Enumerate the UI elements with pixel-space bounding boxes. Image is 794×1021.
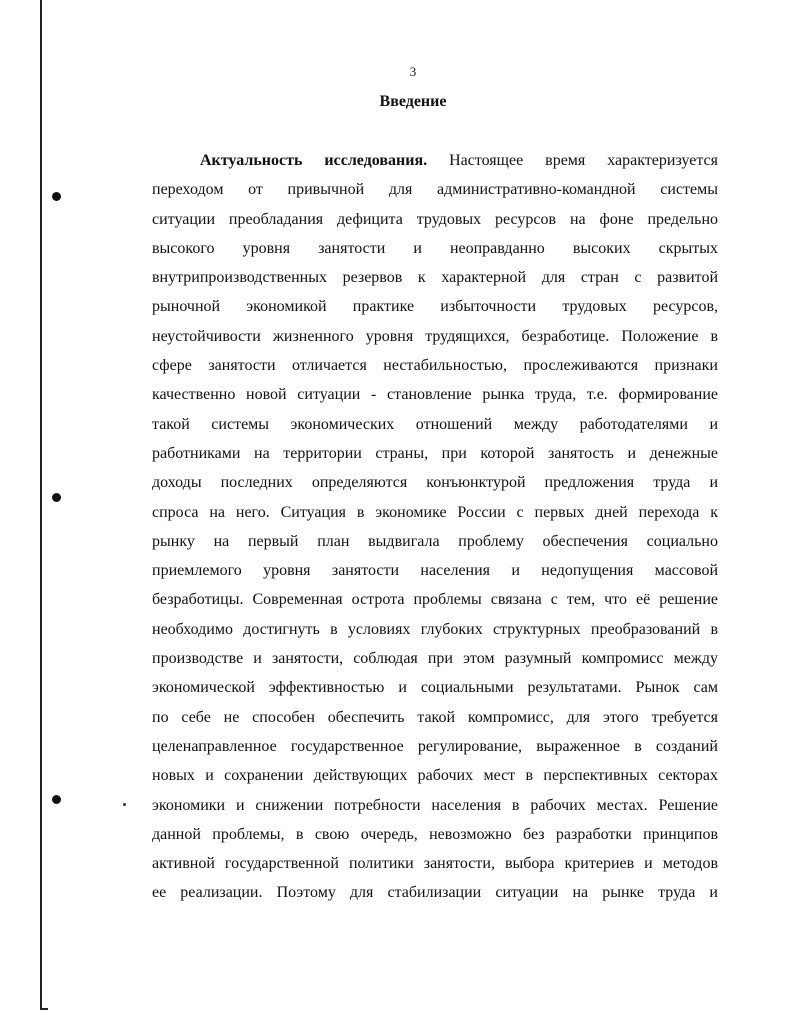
paragraph-line: ситуации преобладания дефицита трудовых ресурсов на фоне предельно	[152, 210, 718, 228]
paragraph-line: экономики и снижении потребности населения в рабочих местах. Решение	[152, 796, 718, 814]
paragraph-line: работниками на территории страны, при которой занятость и денежные	[152, 444, 718, 462]
paragraph-line: такой системы экономических отношений между работодателями и	[152, 415, 718, 433]
paragraph-line: доходы последних определяются конъюнктурой предложения труда и	[152, 474, 718, 492]
page-number: 3	[409, 64, 417, 79]
scan-left-edge-foot	[40, 1008, 48, 1010]
scan-dot-mark	[123, 803, 126, 806]
paragraph-line: данной проблемы, в свою очередь, невозможно без разработки принципов	[152, 825, 718, 843]
paragraph-line	[152, 146, 718, 175]
paragraph-line: качественно новой ситуации - становление рынка труда, т.е. формирование	[152, 386, 718, 404]
punch-hole-mark	[52, 493, 61, 502]
paragraph-line: новых и сохранении действующих рабочих мест в перспективных секторах	[152, 767, 718, 785]
paragraph-line: рынку на первый план выдвигала проблему обеспечения социально	[152, 532, 718, 550]
paragraph-line: ее реализации. Поэтому для стабилизации ситуации на рынке труда и	[152, 884, 718, 902]
paragraph-line: высокого уровня занятости и неоправданно высоких скрытых	[152, 239, 718, 257]
punch-hole-mark	[52, 795, 61, 804]
paragraph-line: переходом от привычной для административно-командной системы	[152, 181, 718, 199]
paragraph-line: рыночной экономикой практике избыточности трудовых ресурсов,	[152, 298, 718, 316]
punch-hole-mark	[52, 192, 61, 201]
body-paragraph	[152, 146, 718, 908]
paragraph-line: активной государственной политики занятости, выбора критериев и методов	[152, 855, 718, 873]
paragraph-line: приемлемого уровня занятости населения и недопущения массовой	[152, 562, 718, 580]
line-text: Настоящее время характеризуется	[427, 152, 718, 169]
paragraph-line: внутрипроизводственных резервов к характерной для стран с развитой	[152, 269, 718, 287]
paragraph-line: по себе не способен обеспечить такой компромисс, для этого требуется	[152, 708, 718, 726]
lead-phrase: Актуальность исследования.	[200, 152, 428, 169]
scan-left-edge	[40, 0, 42, 1010]
paragraph-line: неустойчивости жизненного уровня трудящихся, безработице. Положение в	[152, 327, 718, 345]
paragraph-line: целенаправленное государственное регулирование, выраженное в созданий	[152, 737, 718, 755]
paragraph-line: производстве и занятости, соблюдая при этом разумный компромисс между	[152, 650, 718, 668]
section-heading: Введение	[379, 93, 447, 110]
paragraph-line: спроса на него. Ситуация в экономике России с первых дней перехода к	[152, 503, 718, 521]
paragraph-line: необходимо достигнуть в условиях глубоких структурных преобразований в	[152, 620, 718, 638]
paragraph-line: сфере занятости отличается нестабильностью, прослеживаются признаки	[152, 357, 718, 375]
paragraph-line: безработицы. Современная острота проблемы связана с тем, что её решение	[152, 591, 718, 609]
paragraph-line: экономической эффективностью и социальными результатами. Рынок сам	[152, 679, 718, 697]
